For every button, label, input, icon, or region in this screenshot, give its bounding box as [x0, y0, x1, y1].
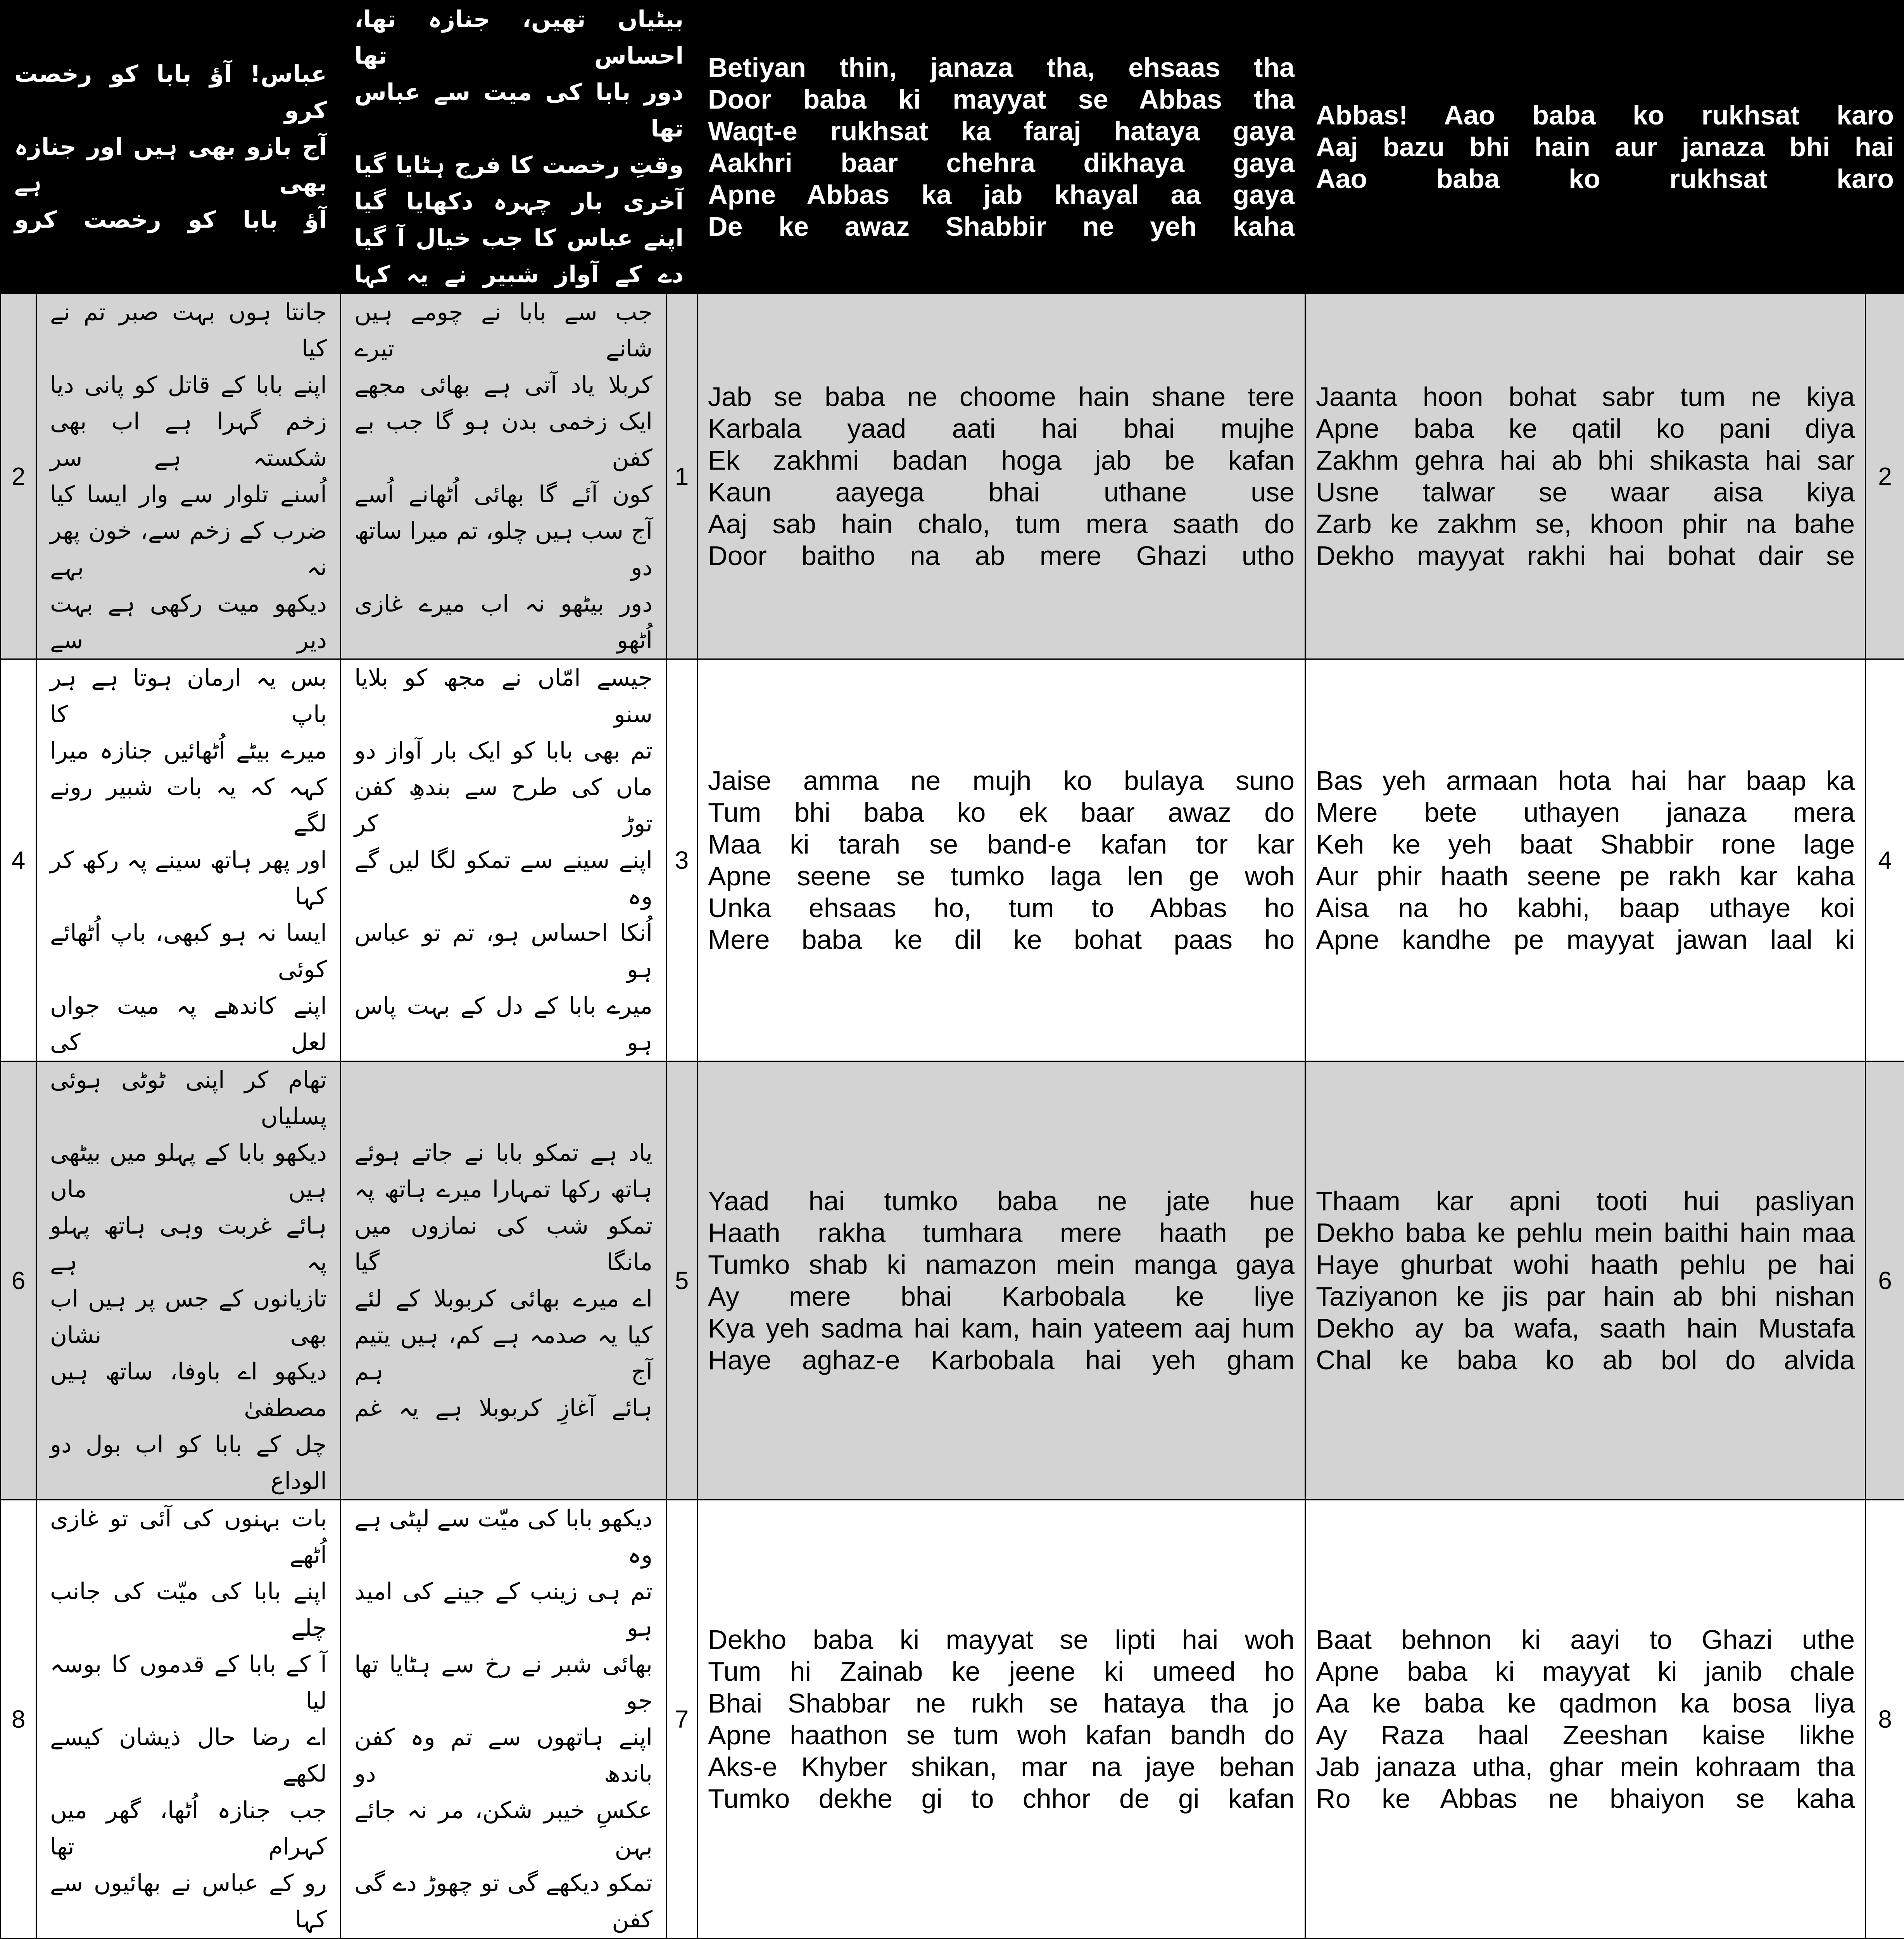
odd-stanza-roman-cell	[697, 1061, 1305, 1500]
text-line: وقتِ رخصت کا فرج ہٹایا گیا	[354, 147, 684, 183]
text-line: ہائے آغازِ کربوبلا ہے یہ غم	[354, 1390, 653, 1426]
text-line: بات بہنوں کی آئی تو غازی اُٹھے	[50, 1500, 327, 1573]
even-stanza-roman-cell	[1305, 659, 1866, 1061]
even-stanza-roman	[1306, 381, 1865, 572]
text-line: Door baba ki mayyat se Abbas tha	[708, 83, 1295, 115]
text-line: تم بھی بابا کو ایک بار آواز دو	[354, 733, 653, 769]
text-line: Jab se baba ne choome hain shane tere	[708, 381, 1295, 413]
text-line: کہہ کہ یہ بات شبیر رونے لگے	[50, 769, 327, 842]
text-line: Haye ghurbat wohi haath pehlu pe hai	[1316, 1249, 1855, 1281]
text-line: Aks-e Khyber shikan, mar na jaye behan	[708, 1751, 1295, 1783]
text-line: تم ہی زینب کے جینے کی امید ہو	[354, 1573, 653, 1646]
stanza-body	[1, 294, 1904, 1939]
intro-urdu	[341, 1, 697, 293]
text-line: ہاتھ رکھا تمہارا میرے ہاتھ پہ	[354, 1171, 653, 1208]
text-line: بس یہ ارمان ہوتا ہے ہر باپ کا	[50, 660, 327, 733]
text-line: اپنے عباس کا جب خیال آ گیا	[354, 220, 684, 256]
text-line: دے کے آواز شبیر نے یہ کہا	[354, 256, 684, 293]
stanza-number-right: 2	[1866, 294, 1904, 659]
stanza-number-middle: 3	[666, 659, 697, 1061]
even-stanza-roman	[1306, 1624, 1865, 1815]
text-line: دیکھو بابا کی میّت سے لپٹی ہے وہ	[354, 1500, 653, 1573]
text-line: Betiyan thin, janaza tha, ehsaas tha	[708, 52, 1295, 83]
even-stanza-urdu	[37, 294, 340, 658]
text-line: Tumko shab ki namazon mein manga gaya	[708, 1249, 1295, 1281]
intro-urdu-cell	[341, 1, 697, 294]
odd-stanza-urdu-cell	[341, 1061, 666, 1500]
text-line: اپنے سینے سے تمکو لگا لیں گے وہ	[354, 842, 653, 915]
text-line: Kaun aayega bhai uthane use	[708, 476, 1295, 508]
text-line: بھائی شبر نے رخ سے ہٹایا تھا جو	[354, 1646, 653, 1719]
text-line: Dekho ay ba wafa, saath hain Mustafa	[1316, 1312, 1855, 1344]
stanza-number-left: 8	[1, 1500, 36, 1939]
text-line: آؤ بابا کو رخصت کرو	[14, 202, 327, 238]
text-line: Ay Raza haal Zeeshan kaise likhe	[1316, 1719, 1855, 1751]
text-line: Ek zakhmi badan hoga jab be kafan	[708, 444, 1295, 476]
text-line: Dekho baba ki mayyat se lipti hai woh	[708, 1624, 1295, 1656]
odd-stanza-roman	[698, 1185, 1305, 1376]
stanza-number-left: 4	[1, 659, 36, 1061]
text-line: Kya yeh sadma hai kam, hain yateem aaj hum	[708, 1312, 1295, 1344]
text-line: اپنے بابا کے قاتل کو پانی دیا	[50, 367, 327, 403]
odd-stanza-urdu-cell	[341, 659, 666, 1061]
text-line: اُسنے تلوار سے وار ایسا کیا	[50, 476, 327, 513]
text-line: Jab janaza utha, ghar mein kohraam tha	[1316, 1751, 1855, 1783]
stanza-row	[1, 294, 1904, 659]
text-line: آج بازو بھی ہیں اور جنازہ بھی ہے	[14, 129, 327, 202]
text-line: Apne baba ke qatil ko pani diya	[1316, 413, 1855, 444]
text-line: Aa ke baba ke qadmon ka bosa liya	[1316, 1687, 1855, 1719]
text-line: دیکھو اے باوفا، ساتھ ہیں مصطفیٰ	[50, 1353, 327, 1426]
text-line: Taziyanon ke jis par hain ab bhi nishan	[1316, 1281, 1855, 1312]
text-line: اور پھر ہاتھ سینے پہ رکھ کر کہا	[50, 842, 327, 915]
stanza-number-middle: 5	[666, 1061, 697, 1500]
odd-stanza-urdu	[341, 1500, 666, 1938]
text-line: آخری بار چہرہ دکھایا گیا	[354, 183, 684, 220]
text-line: اپنے ہاتھوں سے تم وہ کفن باندھ دو	[354, 1719, 653, 1792]
even-stanza-roman-cell	[1305, 1500, 1866, 1939]
text-line: Dekho baba ke pehlu mein baithi hain maa	[1316, 1217, 1855, 1249]
text-line: Usne talwar se waar aisa kiya	[1316, 476, 1855, 508]
text-line: Unka ehsaas ho, tum to Abbas ho	[708, 892, 1295, 924]
text-line: اپنے بابا کی میّت کی جانب چلے	[50, 1573, 327, 1646]
text-line: Aaj bazu bhi hain aur janaza bhi hai	[1316, 131, 1894, 163]
text-line: Yaad hai tumko baba ne jate hue	[708, 1185, 1295, 1217]
text-line: بیٹیاں تھیں، جنازہ تھا، احساس تھا	[354, 1, 684, 74]
text-line: Dekho mayyat rakhi hai bohat dair se	[1316, 540, 1855, 572]
text-line: Karbala yaad aati hai bhai mujhe	[708, 413, 1295, 444]
text-line: زخم گہرا ہے اب بھی شکستہ ہے سر	[50, 403, 327, 476]
text-line: ایسا نہ ہو کبھی، باپ اُٹھائے کوئی	[50, 915, 327, 988]
text-line: Aur phir haath seene pe rakh kar kaha	[1316, 860, 1855, 892]
text-line: Aakhri baar chehra dikhaya gaya	[708, 147, 1295, 179]
text-line: Mere bete uthayen janaza mera	[1316, 797, 1855, 828]
even-stanza-urdu-cell	[36, 294, 341, 659]
text-line: Maa ki tarah se band-e kafan tor kar	[708, 828, 1295, 860]
text-line: Ro ke Abbas ne bhaiyon se kaha	[1316, 1783, 1855, 1815]
text-line: میرے بابا کے دل کے بہت پاس ہو	[354, 988, 653, 1061]
text-line: Zakhm gehra hai ab bhi shikasta hai sar	[1316, 444, 1855, 476]
odd-stanza-urdu	[341, 1135, 666, 1426]
even-stanza-urdu-cell	[36, 1061, 341, 1500]
odd-stanza-roman-cell	[697, 294, 1305, 659]
text-line: Mere baba ke dil ke bohat paas ho	[708, 924, 1295, 956]
text-line: Waqt-e rukhsat ka faraj hataya gaya	[708, 115, 1295, 147]
refrain-roman	[1306, 99, 1904, 195]
text-line: De ke awaz Shabbir ne yeh kaha	[708, 211, 1295, 242]
text-line: Apne baba ki mayyat ki janib chale	[1316, 1656, 1855, 1687]
text-line: Aisa na ho kabhi, baap uthaye koi	[1316, 892, 1855, 924]
stanza-number-middle: 1	[666, 294, 697, 659]
text-line: اپنے کاندھے پہ میت جواں لعل کی	[50, 988, 327, 1061]
refrain-urdu	[1, 56, 340, 238]
even-stanza-urdu	[37, 660, 340, 1061]
stanza-row	[1, 1061, 1904, 1500]
text-line: Haye aghaz-e Karbobala hai yeh gham	[708, 1344, 1295, 1376]
text-line: Chal ke baba ko ab bol do alvida	[1316, 1344, 1855, 1376]
text-line: Jaanta hoon bohat sabr tum ne kiya	[1316, 381, 1855, 413]
text-line: کیا یہ صدمہ ہے کم، ہیں یتیم آج ہم	[354, 1317, 653, 1390]
even-stanza-urdu-cell	[36, 659, 341, 1061]
even-stanza-roman	[1306, 1185, 1865, 1376]
text-line: تمکو شب کی نمازوں میں مانگا گیا	[354, 1208, 653, 1281]
stanza-number-right: 4	[1866, 659, 1904, 1061]
text-line: Tum hi Zainab ke jeene ki umeed ho	[708, 1656, 1295, 1687]
text-line: Tumko dekhe gi to chhor de gi kafan	[708, 1783, 1295, 1815]
header-row	[1, 1, 1904, 294]
text-line: رو کے عباس نے بھائیوں سے کہا	[50, 1865, 327, 1938]
stanza-number-right: 8	[1866, 1500, 1904, 1939]
text-line: دیکھو بابا کے پہلو میں بیٹھی ہیں ماں	[50, 1135, 327, 1208]
odd-stanza-roman	[698, 381, 1305, 572]
text-line: آ کے بابا کے قدموں کا بوسہ لیا	[50, 1646, 327, 1719]
text-line: آج سب ہیں چلو، تم میرا ساتھ دو	[354, 513, 653, 586]
text-line: Tum bhi baba ko ek baar awaz do	[708, 797, 1295, 828]
odd-stanza-roman	[698, 1624, 1305, 1815]
text-line: جب جنازہ اُٹھا، گھر میں کہرام تھا	[50, 1792, 327, 1865]
text-line: اے میرے بھائی کربوبلا کے لئے	[354, 1281, 653, 1317]
stanza-number-left: 6	[1, 1061, 36, 1500]
stanza-number-left: 2	[1, 294, 36, 659]
odd-stanza-roman	[698, 765, 1305, 956]
text-line: دور بیٹھو نہ اب میرے غازی اُٹھو	[354, 586, 653, 658]
text-line: Haath rakha tumhara mere haath pe	[708, 1217, 1295, 1249]
text-line: جب سے بابا نے چومے ہیں شانے تیرے	[354, 294, 653, 367]
text-line: Aao baba ko rukhsat karo	[1316, 163, 1894, 195]
text-line: Jaise amma ne mujh ko bulaya suno	[708, 765, 1295, 797]
odd-stanza-urdu-cell	[341, 1500, 666, 1939]
text-line: Apne Abbas ka jab khayal aa gaya	[708, 179, 1295, 211]
text-line: کون آئے گا بھائی اُٹھانے اُسے	[354, 476, 653, 513]
text-line: عکسِ خیبر شکن، مر نہ جائے بہن	[354, 1792, 653, 1865]
text-line: Apne haathon se tum woh kafan bandh do	[708, 1719, 1295, 1751]
text-line: ایک زخمی بدن ہو گا جب بے کفن	[354, 403, 653, 476]
text-line: تمکو دیکھے گی تو چھوڑ دے گی کفن	[354, 1865, 653, 1938]
text-line: Bas yeh armaan hota hai har baap ka	[1316, 765, 1855, 797]
text-line: دور بابا کی میت سے عباس تھا	[354, 74, 684, 147]
text-line: ماں کی طرح سے بندھِ کفن توڑ کر	[354, 769, 653, 842]
text-line: Door baitho na ab mere Ghazi utho	[708, 540, 1295, 572]
intro-roman-cell	[697, 1, 1305, 294]
intro-roman	[698, 52, 1305, 242]
stanza-number-right: 6	[1866, 1061, 1904, 1500]
text-line: عباس! آؤ بابا کو رخصت کرو	[14, 56, 327, 129]
text-line: Zarb ke zakhm se, khoon phir na bahe	[1316, 508, 1855, 540]
text-line: تھام کر اپنی ٹوٹی ہوئی پسلیاں	[50, 1062, 327, 1135]
text-line: میرے بیٹے اُٹھائیں جنازہ میرا	[50, 733, 327, 769]
odd-stanza-roman-cell	[697, 1500, 1305, 1939]
text-line: اے رضا حال ذیشان کیسے لکھے	[50, 1719, 327, 1792]
stanza-number-middle: 7	[666, 1500, 697, 1939]
text-line: Apne kandhe pe mayyat jawan laal ki	[1316, 924, 1855, 956]
text-line: Thaam kar apni tooti hui pasliyan	[1316, 1185, 1855, 1217]
even-stanza-urdu	[37, 1500, 340, 1938]
text-line: کربلا یاد آتی ہے بھائی مجھے	[354, 367, 653, 403]
stanza-row	[1, 1500, 1904, 1939]
refrain-roman-cell	[1305, 1, 1904, 294]
odd-stanza-urdu-cell	[341, 294, 666, 659]
text-line: Baat behnon ki aayi to Ghazi uthe	[1316, 1624, 1855, 1656]
text-line: جیسے امّاں نے مجھ کو بلایا سنو	[354, 660, 653, 733]
text-line: دیکھو میت رکھی ہے بہت دیر سے	[50, 586, 327, 658]
even-stanza-roman-cell	[1305, 294, 1866, 659]
text-line: ہائے غربت وہی ہاتھ پہلو پہ ہے	[50, 1208, 327, 1281]
text-line: Keh ke yeh baat Shabbir rone lage	[1316, 828, 1855, 860]
even-stanza-urdu	[37, 1062, 340, 1499]
text-line: تازیانوں کے جس پر ہیں اب بھی نشان	[50, 1281, 327, 1353]
text-line: Aaj sab hain chalo, tum mera saath do	[708, 508, 1295, 540]
even-stanza-urdu-cell	[36, 1500, 341, 1939]
text-line: ضرب کے زخم سے، خون پھر نہ بہے	[50, 513, 327, 586]
odd-stanza-urdu	[341, 660, 666, 1061]
refrain-urdu-cell	[1, 1, 341, 294]
text-line: Ay mere bhai Karbobala ke liye	[708, 1281, 1295, 1312]
text-line: Abbas! Aao baba ko rukhsat karo	[1316, 99, 1894, 131]
stanza-row	[1, 659, 1904, 1061]
even-stanza-roman	[1306, 765, 1865, 956]
text-line: Bhai Shabbar ne rukh se hataya tha jo	[708, 1687, 1295, 1719]
text-line: چل کے بابا کو اب بول دو الوداع	[50, 1426, 327, 1499]
text-line: Apne seene se tumko laga len ge woh	[708, 860, 1295, 892]
text-line: اُنکا احساس ہو، تم تو عباس ہو	[354, 915, 653, 988]
odd-stanza-roman-cell	[697, 659, 1305, 1061]
text-line: جانتا ہوں بہت صبر تم نے کیا	[50, 294, 327, 367]
odd-stanza-urdu	[341, 294, 666, 658]
even-stanza-roman-cell	[1305, 1061, 1866, 1500]
text-line: یاد ہے تمکو بابا نے جاتے ہوئے	[354, 1135, 653, 1171]
